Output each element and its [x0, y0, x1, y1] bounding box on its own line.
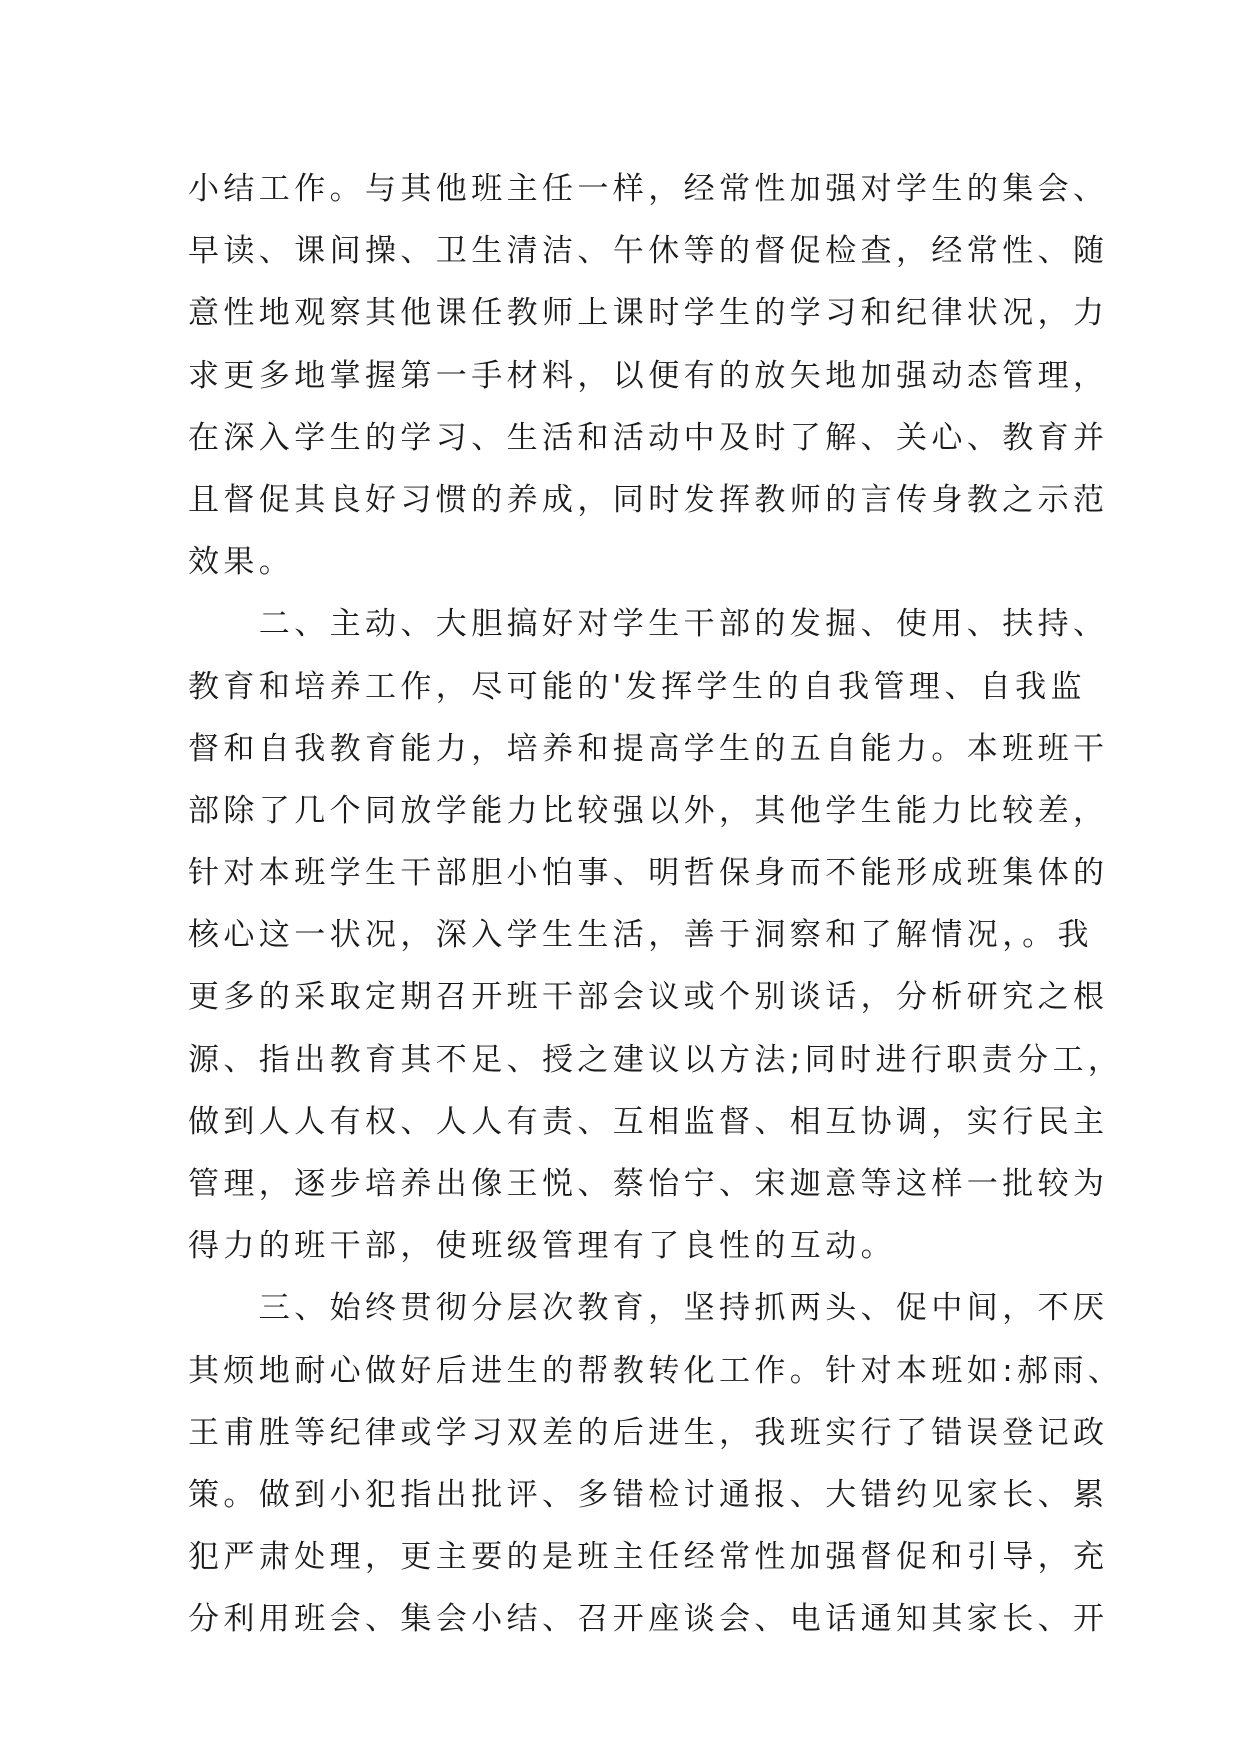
text-line: 督和自我教育能力，培养和提高学生的五自能力。本班班干: [188, 730, 1109, 767]
text-line: 策。做到小犯指出批评、多错检讨通报、大错约见家长、累: [188, 1476, 1109, 1513]
text-line: 在深入学生的学习、生活和活动中及时了解、关心、教育并: [188, 419, 1109, 456]
text-line: 小结工作。与其他班主任一样，经常性加强对学生的集会、: [188, 171, 1109, 207]
text-line: 教育和培养工作，尽可能的'发挥学生的自我管理、自我监: [188, 668, 1086, 705]
text-line: 更多的采取定期召开班干部会议或个别谈话，分析研究之根: [188, 979, 1109, 1016]
text-line: 做到人人有权、人人有责、互相监督、相互协调，实行民主: [188, 1103, 1109, 1140]
text-line: 得力的班干部，使班级管理有了良性的互动。: [188, 1228, 896, 1265]
text-line: 其烦地耐心做好后进生的帮教转化工作。针对本班如:郝雨、: [188, 1352, 1124, 1389]
text-line: 针对本班学生干部胆小怕事、明哲保身而不能形成班集体的: [188, 855, 1109, 892]
text-line: 源、指出教育其不足、授之建议以方法;同时进行职责分工，: [188, 1041, 1124, 1078]
text-line: 王甫胜等纪律或学习双差的后进生，我班实行了错误登记政: [188, 1414, 1109, 1451]
text-line: 管理，逐步培养出像王悦、蔡怡宁、宋迦意等这样一批较为: [188, 1166, 1109, 1202]
text-line: 意性地观察其他课任教师上课时学生的学习和纪律状况，力: [188, 295, 1109, 332]
text-line: 三、始终贯彻分层次教育，坚持抓两头、促中间，不厌: [188, 1290, 1109, 1327]
text-line: 二、主动、大胆搞好对学生干部的发掘、使用、扶持、: [188, 606, 1109, 643]
text-line: 核心这一状况，深入学生生活，善于洞察和了解情况，。我: [188, 917, 1093, 954]
body-text: [188, 158, 1124, 1651]
text-line: 求更多地掌握第一手材料，以便有的放矢地加强动态管理，: [188, 357, 1109, 394]
text-line: 早读、课间操、卫生清洁、午休等的督促检查，经常性、随: [188, 233, 1109, 270]
text-line: 犯严肃处理，更主要的是班主任经常性加强督促和引导，充: [188, 1539, 1109, 1576]
text-line: 且督促其良好习惯的养成，同时发挥教师的言传身教之示范: [188, 481, 1109, 518]
text-line: 部除了几个同放学能力比较强以外，其他学生能力比较差，: [188, 792, 1109, 829]
text-line: 分利用班会、集会小结、召开座谈会、电话通知其家长、开: [188, 1601, 1109, 1638]
text-line: 效果。: [188, 544, 295, 581]
